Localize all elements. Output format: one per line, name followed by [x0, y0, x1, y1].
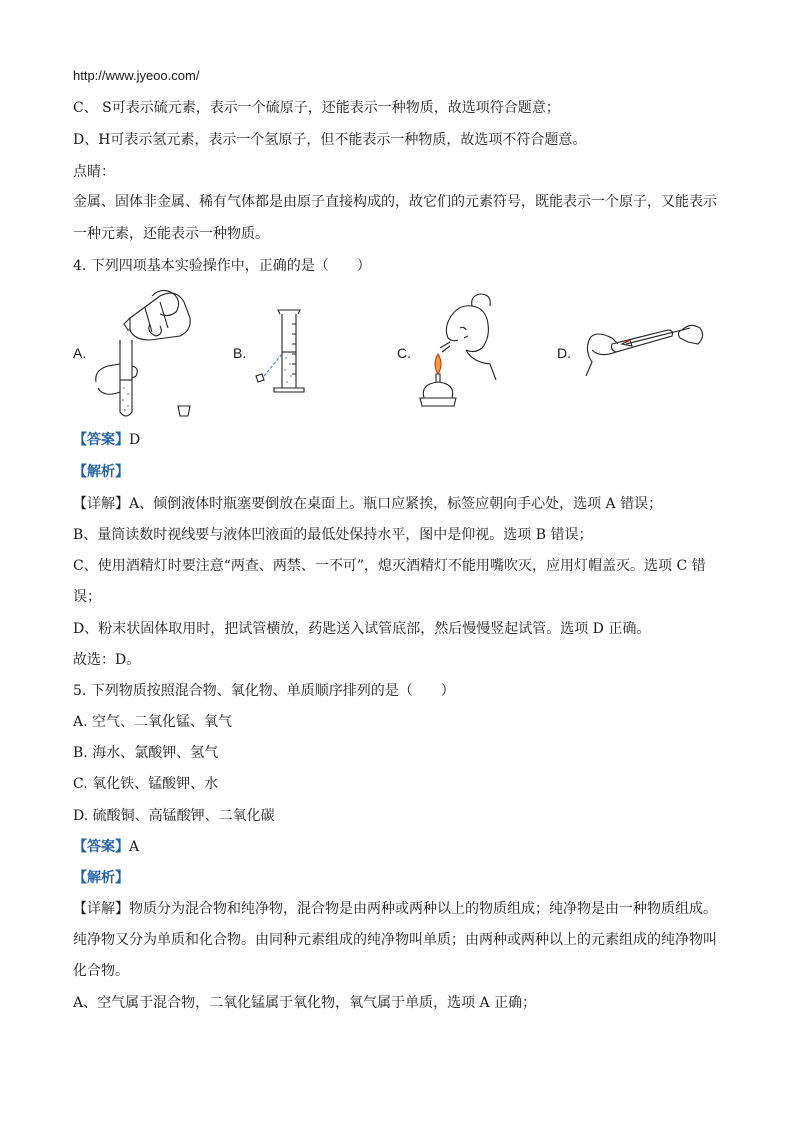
q5-detail-line-a: A、空气属于混合物，二氧化锰属于氧化物，氧气属于单质，选项 A 正确； — [73, 995, 537, 1011]
question-5-stem: 5. 下列物质按照混合物、氧化物、单质顺序排列的是（ ） — [73, 683, 455, 699]
figure-a-pouring-liquid — [90, 288, 200, 420]
q5-analysis-heading — [73, 868, 129, 888]
figure-c-alcohol-lamp — [410, 288, 510, 420]
q5-answer-line — [73, 837, 139, 857]
q5-detail-line-2: 纯净物又分为单质和化合物。由同种元素组成的纯净物叫单质；由两种或两种以上的元素组成的纯净物叫 — [73, 932, 717, 948]
q4-detail-line-c2: 误； — [73, 589, 101, 605]
q5-detail-line-3: 化合物。 — [73, 963, 129, 979]
q4-answer: D — [129, 432, 141, 448]
option-c-explanation: C、 S可表示硫元素，表示一个硫原子，还能表示一种物质，故选项符合题意； — [73, 100, 560, 116]
q5-detail-1-text: 物质分为混合物和纯净物，混合物是由两种或两种以上的物质组成；纯净物是由一种物质组成。 — [129, 901, 717, 917]
q4-detail-line-b: B、量筒读数时视线要与液体凹液面的最低处保持水平，图中是仰视。选项 B 错误； — [73, 527, 593, 543]
note-line-1: 金属、固体非金属、稀有气体都是由原子直接构成的，故它们的元素符号，既能表示一个原子，又能表示 — [73, 194, 717, 210]
figure-b-cylinder-reading — [248, 288, 318, 420]
q5-option-c: C. 氧化铁、锰酸钾、水 — [73, 776, 219, 792]
figure-label-d: D. — [557, 345, 571, 361]
dianjing-heading: 点睛： — [73, 164, 115, 180]
detail-tag: 【详解】 — [73, 496, 129, 512]
analysis-tag: 【解析】 — [73, 464, 129, 480]
answer-tag: 【答案】 — [73, 839, 129, 855]
figure-d-powder-test-tube — [572, 288, 702, 420]
question-4-stem: 4. 下列四项基本实验操作中，正确的是（ ） — [73, 258, 371, 274]
q4-conclusion: 故选：D。 — [73, 652, 141, 668]
analysis-tag: 【解析】 — [73, 870, 129, 886]
q4-detail-a-text: A、倾倒液体时瓶塞要倒放在桌面上。瓶口应紧挨，标签应朝向手心处，选项 A 错误； — [129, 496, 663, 512]
answer-tag: 【答案】 — [73, 432, 129, 448]
source-url: http://www.jyeoo.com/ — [73, 68, 200, 83]
q4-detail-line-d: D、粉末状固体取用时，把试管横放，药匙送入试管底部，然后慢慢竖起试管。选项 D 正确。 — [73, 621, 651, 637]
option-d-explanation: D、H可表示氢元素，表示一个氢原子，但不能表示一种物质，故选项不符合题意。 — [73, 132, 587, 148]
q5-answer: A — [129, 839, 140, 855]
detail-tag: 【详解】 — [73, 901, 129, 917]
q5-detail-line-1 — [73, 899, 717, 919]
figure-label-b: B. — [233, 345, 247, 361]
q4-detail-line-c1: C、使用酒精灯时要注意“两查、两禁、一不可”，熄灭酒精灯不能用嘴吹灭，应用灯帽盖灭。选项 C 错 — [73, 558, 706, 574]
figure-label-a: A. — [73, 345, 87, 361]
q4-detail-line-a — [73, 494, 662, 514]
q5-option-d: D. 硫酸铜、高锰酸钾、二氧化碳 — [73, 808, 275, 824]
note-line-2: 一种元素，还能表示一种物质。 — [73, 226, 269, 242]
q4-answer-line — [73, 430, 140, 450]
q5-option-b: B. 海水、氯酸钾、氢气 — [73, 745, 219, 761]
q4-analysis-heading — [73, 462, 129, 482]
q5-option-a: A. 空气、二氧化锰、氧气 — [73, 714, 233, 730]
figure-label-c: C. — [397, 345, 411, 361]
